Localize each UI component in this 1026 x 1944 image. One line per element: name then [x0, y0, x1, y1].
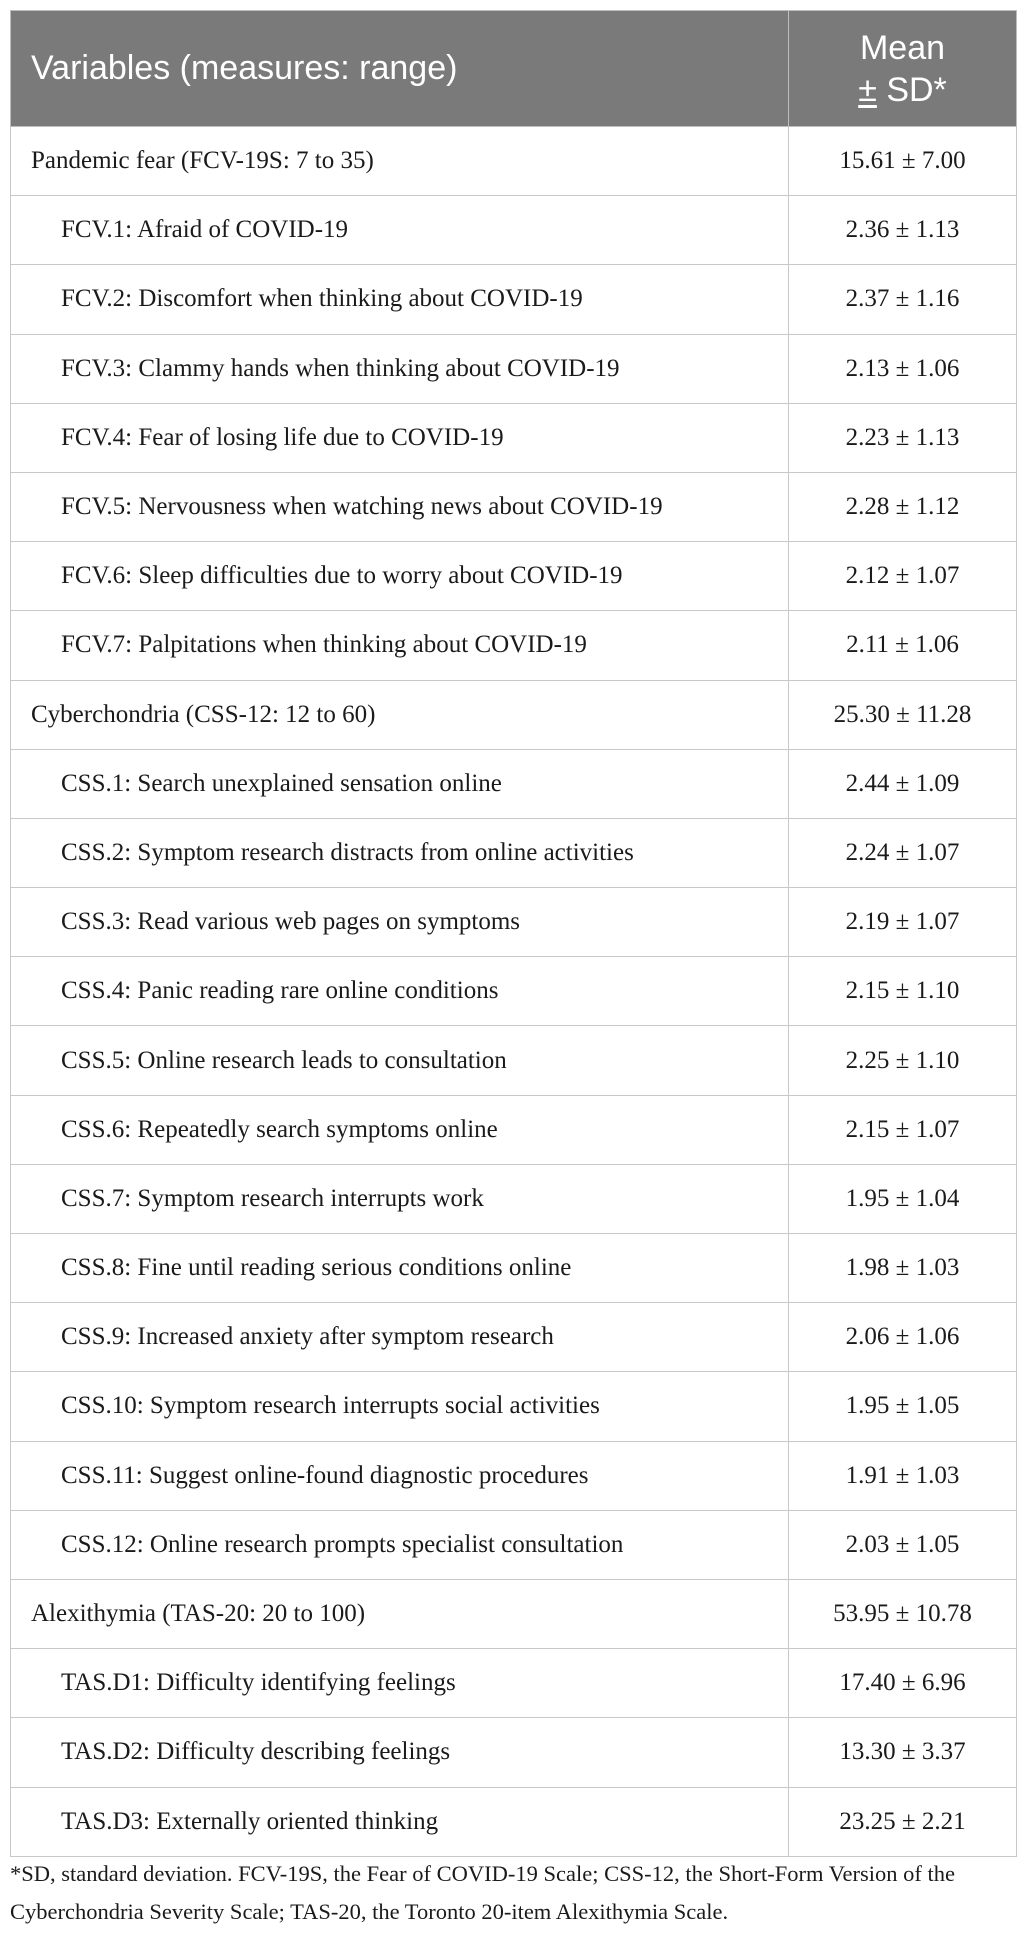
descriptive-statistics-table-container — [10, 10, 1016, 1857]
row-label: CSS.5: Online research leads to consultation — [11, 1026, 789, 1095]
header-variables: Variables (measures: range) — [11, 11, 789, 127]
row-value: 2.25 ± 1.10 — [789, 1026, 1017, 1095]
row-value: 2.24 ± 1.07 — [789, 818, 1017, 887]
table-row — [11, 334, 1017, 403]
row-value: 13.30 ± 3.37 — [789, 1718, 1017, 1787]
row-value: 2.13 ± 1.06 — [789, 334, 1017, 403]
table-row — [11, 1095, 1017, 1164]
row-label: FCV.2: Discomfort when thinking about COVID-19 — [11, 265, 789, 334]
table-row — [11, 611, 1017, 680]
row-label: CSS.9: Increased anxiety after symptom research — [11, 1303, 789, 1372]
row-value: 1.98 ± 1.03 — [789, 1234, 1017, 1303]
row-value: 2.44 ± 1.09 — [789, 749, 1017, 818]
descriptive-statistics-table — [10, 10, 1017, 1857]
table-row — [11, 472, 1017, 541]
header-mean: Mean — [859, 28, 946, 67]
row-label: FCV.7: Palpitations when thinking about COVID-19 — [11, 611, 789, 680]
row-value: 2.15 ± 1.07 — [789, 1095, 1017, 1164]
row-label: FCV.4: Fear of losing life due to COVID-19 — [11, 403, 789, 472]
row-label: Pandemic fear (FCV-19S: 7 to 35) — [11, 127, 789, 196]
table-row — [11, 1649, 1017, 1718]
table-row — [11, 818, 1017, 887]
table-row — [11, 888, 1017, 957]
table-footnote: *SD, standard deviation. FCV-19S, the Fear of COVID-19 Scale; CSS-12, the Short-Form Version of the Cyberchondria Severity Scale; TAS-20, the Toronto 20-item Alexithymia Scale. — [10, 1861, 955, 1924]
row-label: CSS.12: Online research prompts specialist consultation — [11, 1510, 789, 1579]
table-row — [11, 1718, 1017, 1787]
row-label: CSS.2: Symptom research distracts from online activities — [11, 818, 789, 887]
table-row — [11, 749, 1017, 818]
table-row-alexithymia — [11, 1579, 1017, 1648]
row-label: Cyberchondria (CSS-12: 12 to 60) — [11, 680, 789, 749]
header-pm-symbol: ± — [858, 70, 877, 109]
table-row-pandemic-fear — [11, 127, 1017, 196]
header-sd-text: SD* — [876, 70, 947, 109]
table-row — [11, 265, 1017, 334]
table-row — [11, 542, 1017, 611]
table-row — [11, 1372, 1017, 1441]
row-value: 2.12 ± 1.07 — [789, 542, 1017, 611]
row-label: CSS.1: Search unexplained sensation online — [11, 749, 789, 818]
row-label: FCV.1: Afraid of COVID-19 — [11, 196, 789, 265]
table-row — [11, 957, 1017, 1026]
row-label: FCV.3: Clammy hands when thinking about COVID-19 — [11, 334, 789, 403]
table-header-row — [11, 11, 1017, 127]
row-value: 2.19 ± 1.07 — [789, 888, 1017, 957]
row-value: 2.23 ± 1.13 — [789, 403, 1017, 472]
table-row — [11, 1787, 1017, 1856]
row-label: CSS.8: Fine until reading serious conditions online — [11, 1234, 789, 1303]
row-label: TAS.D3: Externally oriented thinking — [11, 1787, 789, 1856]
row-label: CSS.7: Symptom research interrupts work — [11, 1164, 789, 1233]
row-value: 2.11 ± 1.06 — [789, 611, 1017, 680]
row-value: 15.61 ± 7.00 — [789, 127, 1017, 196]
row-value: 1.95 ± 1.05 — [789, 1372, 1017, 1441]
header-mean-sd — [789, 11, 1017, 127]
table-row — [11, 403, 1017, 472]
table-row — [11, 1234, 1017, 1303]
row-value: 25.30 ± 11.28 — [789, 680, 1017, 749]
header-sd — [789, 69, 1016, 111]
row-label: CSS.11: Suggest online-found diagnostic procedures — [11, 1441, 789, 1510]
row-value: 2.37 ± 1.16 — [789, 265, 1017, 334]
row-value: 2.15 ± 1.10 — [789, 957, 1017, 1026]
row-label: FCV.5: Nervousness when watching news about COVID-19 — [11, 472, 789, 541]
row-label: CSS.3: Read various web pages on symptoms — [11, 888, 789, 957]
row-label: CSS.10: Symptom research interrupts social activities — [11, 1372, 789, 1441]
table-row-cyberchondria — [11, 680, 1017, 749]
row-label: CSS.4: Panic reading rare online conditions — [11, 957, 789, 1026]
row-value: 53.95 ± 10.78 — [789, 1579, 1017, 1648]
row-value: 17.40 ± 6.96 — [789, 1649, 1017, 1718]
row-label: TAS.D2: Difficulty describing feelings — [11, 1718, 789, 1787]
table-row — [11, 1164, 1017, 1233]
row-label: FCV.6: Sleep difficulties due to worry about COVID-19 — [11, 542, 789, 611]
table-row — [11, 196, 1017, 265]
row-label: CSS.6: Repeatedly search symptoms online — [11, 1095, 789, 1164]
row-label: TAS.D1: Difficulty identifying feelings — [11, 1649, 789, 1718]
table-row — [11, 1026, 1017, 1095]
row-value: 23.25 ± 2.21 — [789, 1787, 1017, 1856]
table-row — [11, 1510, 1017, 1579]
row-value: 2.03 ± 1.05 — [789, 1510, 1017, 1579]
row-value: 1.95 ± 1.04 — [789, 1164, 1017, 1233]
row-value: 2.36 ± 1.13 — [789, 196, 1017, 265]
row-value: 2.28 ± 1.12 — [789, 472, 1017, 541]
row-value: 2.06 ± 1.06 — [789, 1303, 1017, 1372]
table-row — [11, 1303, 1017, 1372]
table-row — [11, 1441, 1017, 1510]
row-value: 1.91 ± 1.03 — [789, 1441, 1017, 1510]
row-label: Alexithymia (TAS-20: 20 to 100) — [11, 1579, 789, 1648]
